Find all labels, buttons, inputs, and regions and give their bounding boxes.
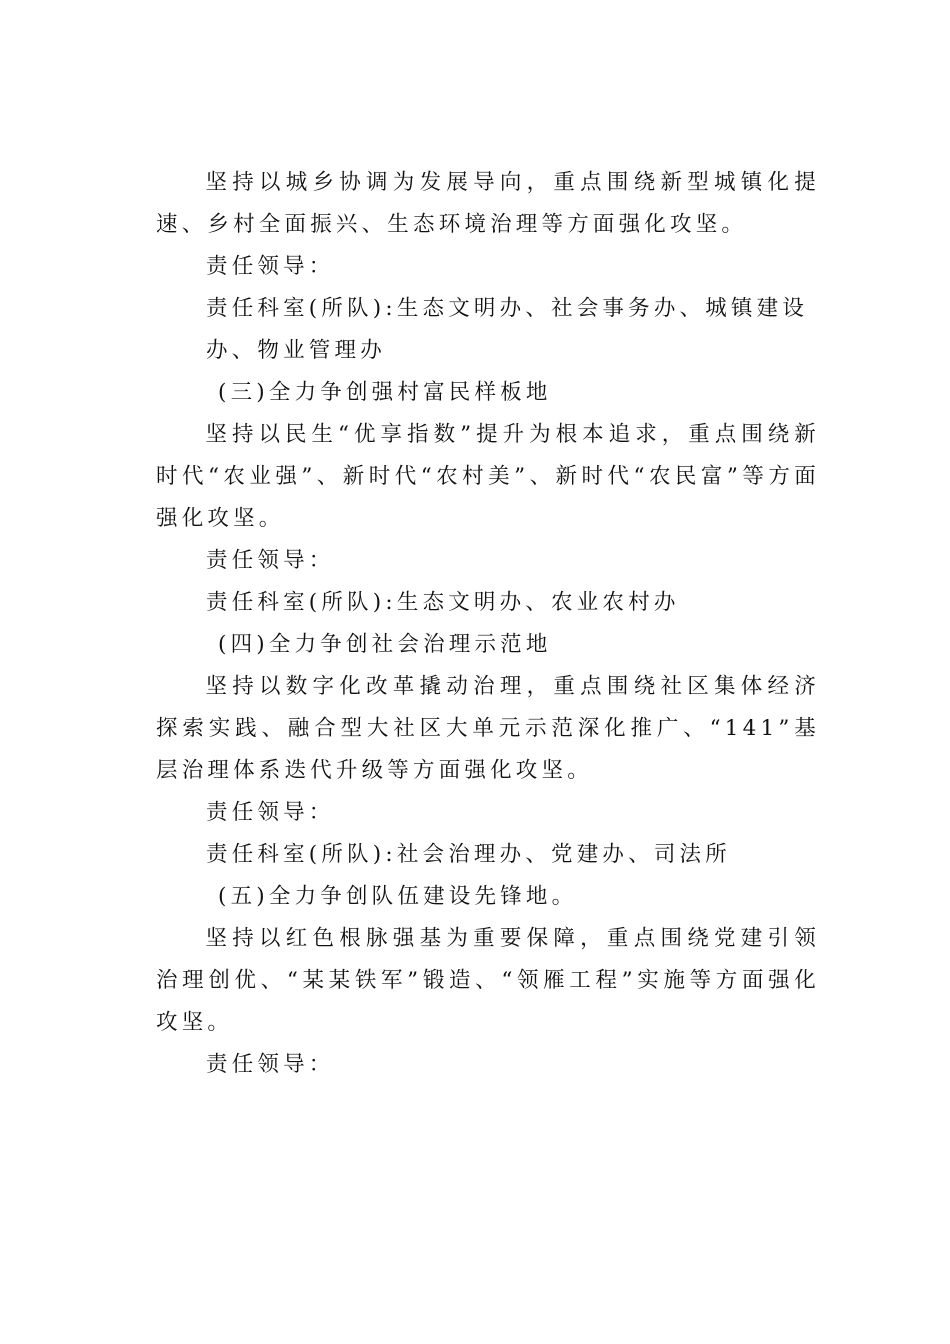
body-paragraph: 坚持以数字化改革撬动治理，重点围绕社区集体经济探索实践、融合型大社区大单元示范深化推广、“141”基层治理体系迭代升级等方面强化攻坚。 (156, 674, 820, 783)
responsible-leader-label: 责任领导： (206, 548, 335, 573)
section-heading-5: (五)全力争创队伍建设先锋地。 (218, 884, 578, 909)
document-body (156, 162, 820, 1086)
body-paragraph: 坚持以城乡协调为发展导向，重点围绕新型城镇化提速、乡村全面振兴、生态环境治理等方面强化攻坚。 (156, 170, 820, 237)
body-paragraph: 坚持以红色根脉强基为重要保障，重点围绕党建引领治理创优、“某某铁军”锻造、“领雁工程”实施等方面强化攻坚。 (156, 926, 820, 1035)
responsible-office-line: 责任科室(所队):生态文明办、农业农村办 (206, 590, 680, 615)
responsible-office-line: 责任科室(所队):生态文明办、社会事务办、城镇建设办、物业管理办 (206, 296, 809, 363)
section-heading-4: (四)全力争创社会治理示范地 (218, 632, 552, 657)
section-heading-3: (三)全力争创强村富民样板地 (218, 380, 552, 405)
responsible-leader-label: 责任领导： (206, 254, 335, 279)
body-paragraph: 坚持以民生“优享指数”提升为根本追求，重点围绕新时代“农业强”、新时代“农村美”、新时代“农民富”等方面强化攻坚。 (156, 422, 820, 531)
responsible-leader-label: 责任领导： (206, 1052, 335, 1077)
responsible-leader-label: 责任领导： (206, 800, 335, 825)
responsible-office-line: 责任科室(所队):社会治理办、党建办、司法所 (206, 842, 731, 867)
